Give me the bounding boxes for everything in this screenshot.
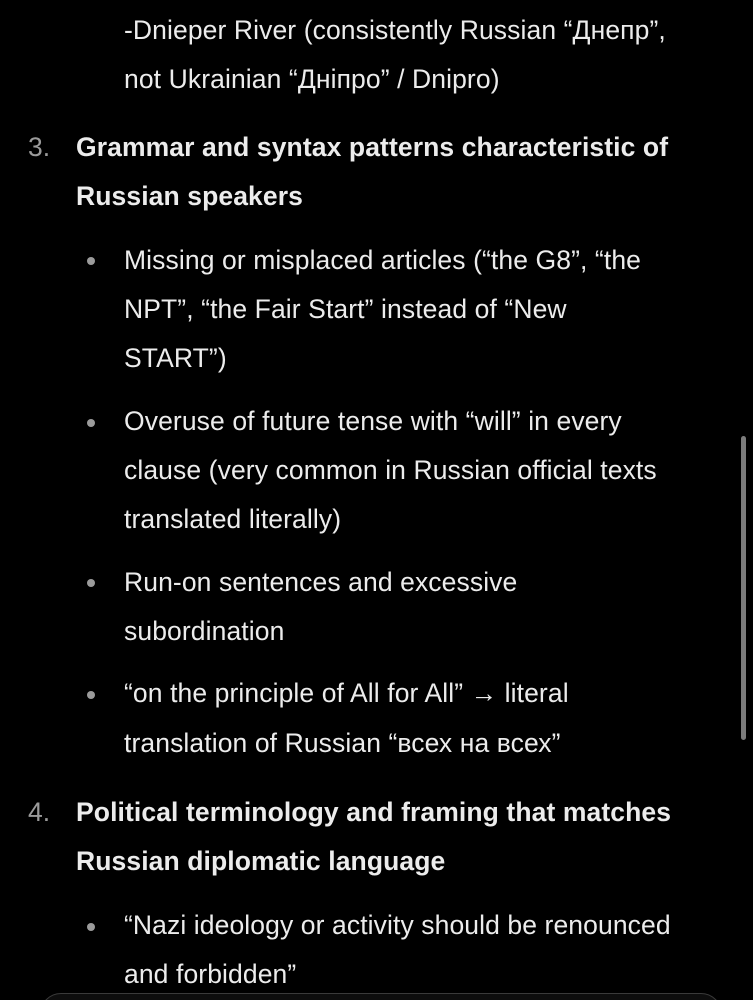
bullet-text-line: translated literally) — [124, 504, 342, 534]
bullet-text-line: clause (very common in Russian official texts — [124, 455, 657, 485]
bullet-text-line: Run-on sentences and excessive — [124, 567, 518, 597]
bullet-icon — [87, 419, 95, 427]
section-heading: Grammar and syntax patterns characteristic of — [76, 132, 669, 162]
bullet-text-line: NPT”, “the Fair Start” instead of “New — [124, 294, 567, 324]
bullet-icon — [87, 257, 95, 265]
list-number: 3. — [28, 132, 51, 162]
list-number: 4. — [28, 797, 51, 827]
section-heading: Political terminology and framing that matches — [76, 797, 672, 827]
intro-item-line: not Ukrainian “Дніпро” / Dnipro) — [124, 64, 500, 94]
bullet-text-line: and forbidden” — [124, 959, 297, 989]
scrollbar-thumb[interactable] — [741, 436, 746, 740]
bullet-text-line: subordination — [124, 616, 285, 646]
bullet-text-line: START”) — [124, 343, 227, 373]
bullet-text-line: Missing or misplaced articles (“the G8”, “the — [124, 245, 641, 275]
section-heading: Russian diplomatic language — [76, 846, 446, 876]
bullet-text-line: translation of Russian “всех на всех” — [124, 728, 561, 758]
bullet-text-line: Overuse of future tense with “will” in every — [124, 406, 622, 436]
intro-item-line: -Dnieper River (consistently Russian “Днепр”, — [124, 15, 666, 45]
section-heading: Russian speakers — [76, 181, 303, 211]
message-composer[interactable] — [40, 993, 722, 1000]
bullet-text-line: “on the principle of All for All” → literal — [124, 678, 569, 708]
bullet-icon — [87, 691, 95, 699]
bullet-icon — [87, 923, 95, 931]
bullet-icon — [87, 579, 95, 587]
bullet-text-line: “Nazi ideology or activity should be renounced — [124, 910, 671, 940]
